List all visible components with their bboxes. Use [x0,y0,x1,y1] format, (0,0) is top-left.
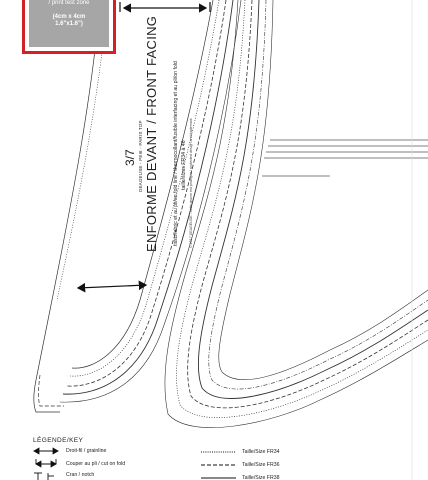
legend-size-fr36: Taille/Size FR36 [242,462,280,468]
left-facing-piece [34,0,241,412]
pattern-title: ENFORME DEVANT / FRONT FACING [144,15,159,252]
right-facing-piece [165,0,428,428]
legend-notch-label: Cran / notch [66,472,95,478]
pattern-copyright: © 2017 DEAGEUSE - cette œuvre est protégée / protected design and trademark [189,118,193,248]
legend-graphics [34,451,236,480]
print-test-zone-fill [29,0,109,47]
legend-size-fr38: Taille/Size FR38 [242,475,280,480]
pattern-sizes: taille/sizes FR34 à 46 [181,140,187,190]
print-zone-label: / print test zone [48,0,90,6]
pattern-fabric-note: tissu/fabric et au pli/on fold line / thermocollant/fusible interfacing et au pli/on fold [173,61,179,246]
notch-lines [262,140,428,176]
pattern-title-block [123,15,201,252]
pattern-brand: DEAGEUSE - PEI6 - PARIS TOP [138,120,143,192]
print-zone-size-cm: (4cm x 4cm [52,14,86,20]
legend-title: LÉGENDE/KEY [33,437,84,444]
legend-fold-label: Couper au pli / cut on fold [66,461,126,467]
print-test-zone [22,0,116,54]
legend-size-fr34: Taille/Size FR34 [242,449,280,455]
page-number: 3/7 [123,149,137,166]
legend-grainline-label: Droit-fil / grainline [66,448,107,454]
grainline-arrow [78,285,146,288]
print-zone-size-in: 1.6"x1.6") [55,21,83,27]
fold-arrow [120,2,210,12]
